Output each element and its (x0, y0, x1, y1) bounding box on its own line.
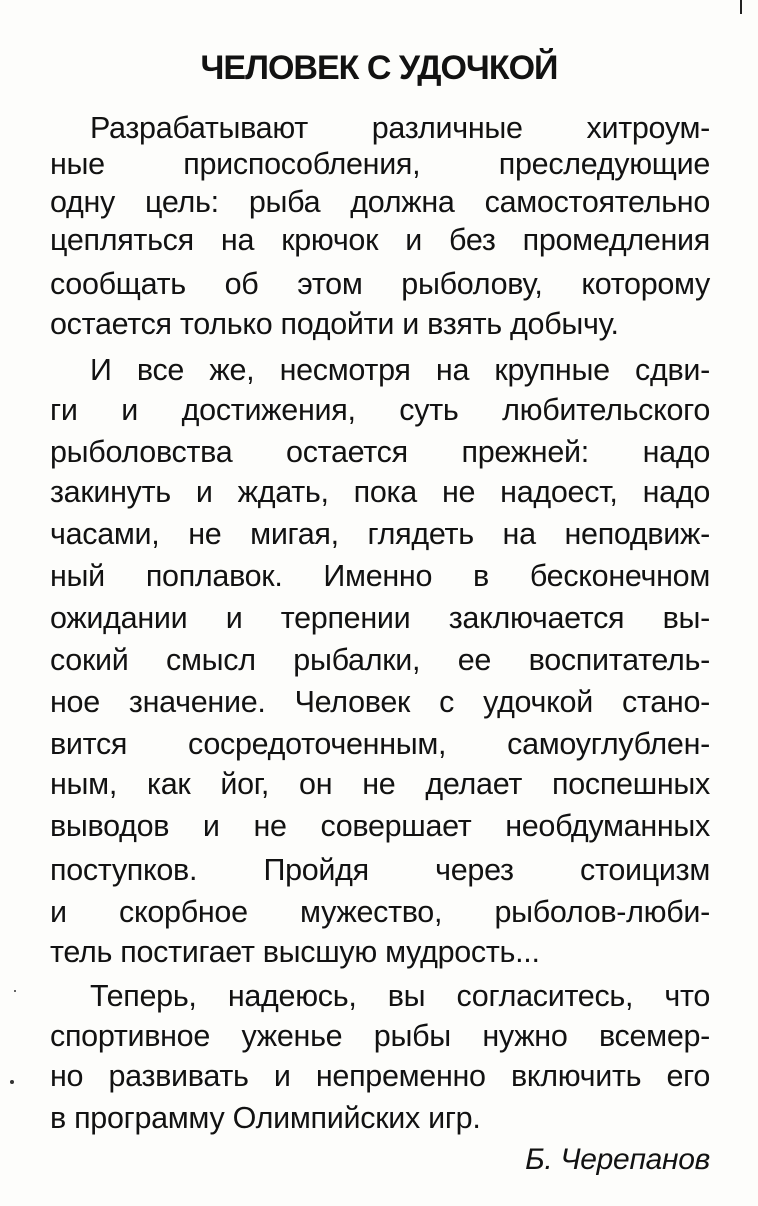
text-line: одну цель: рыба должна самостоятельно (50, 185, 710, 219)
text-line: закинуть и ждать, пока не надоест, надо (50, 475, 710, 509)
text-line: в программу Олимпийских игр. (50, 1101, 481, 1135)
text-line: сокий смысл рыбалки, ее воспитатель- (50, 643, 710, 677)
article-title: ЧЕЛОВЕК С УДОЧКОЙ (200, 49, 558, 87)
text-line: вится сосредоточенным, самоуглублен- (50, 727, 710, 761)
text-line: ное значение. Человек с удочкой стано- (50, 685, 710, 719)
text-line: часами, не мигая, глядеть на неподвиж- (50, 517, 710, 551)
text-line: ные приспособления, преследующие (50, 147, 710, 181)
text-line: тель постигает высшую мудрость... (50, 935, 540, 969)
text-line: но развивать и непременно включить его (50, 1059, 710, 1093)
text-line: Разрабатывают различные хитроум- (90, 111, 710, 145)
text-line: сообщать об этом рыболову, которому (50, 267, 710, 301)
text-line: Теперь, надеюсь, вы согласитесь, что (90, 979, 710, 1013)
text-line: остается только подойти и взять добычу. (50, 307, 619, 341)
text-line: ги и достижения, суть любительского (50, 393, 710, 427)
text-line: ным, как йог, он не делает поспешных (50, 767, 710, 801)
author-signature: Б. Черепанов (525, 1143, 710, 1176)
text-line: ожидании и терпении заключается вы- (50, 601, 710, 635)
edge-rule (740, 0, 742, 14)
text-line: рыболовства остается прежней: надо (50, 435, 710, 469)
text-line: ный поплавок. Именно в бесконечном (50, 559, 710, 593)
text-line: и скорбное мужество, рыболов-люби- (50, 895, 710, 929)
print-speck (14, 990, 16, 992)
text-line: спортивное уженье рыбы нужно всемер- (50, 1019, 710, 1053)
text-line: выводов и не совершает необдуманных (50, 809, 710, 843)
text-line: И все же, несмотря на крупные сдви- (90, 353, 710, 387)
text-line: поступков. Пройдя через стоицизм (50, 853, 710, 887)
text-line: цепляться на крючок и без промедления (50, 223, 710, 257)
print-speck (10, 1080, 14, 1084)
